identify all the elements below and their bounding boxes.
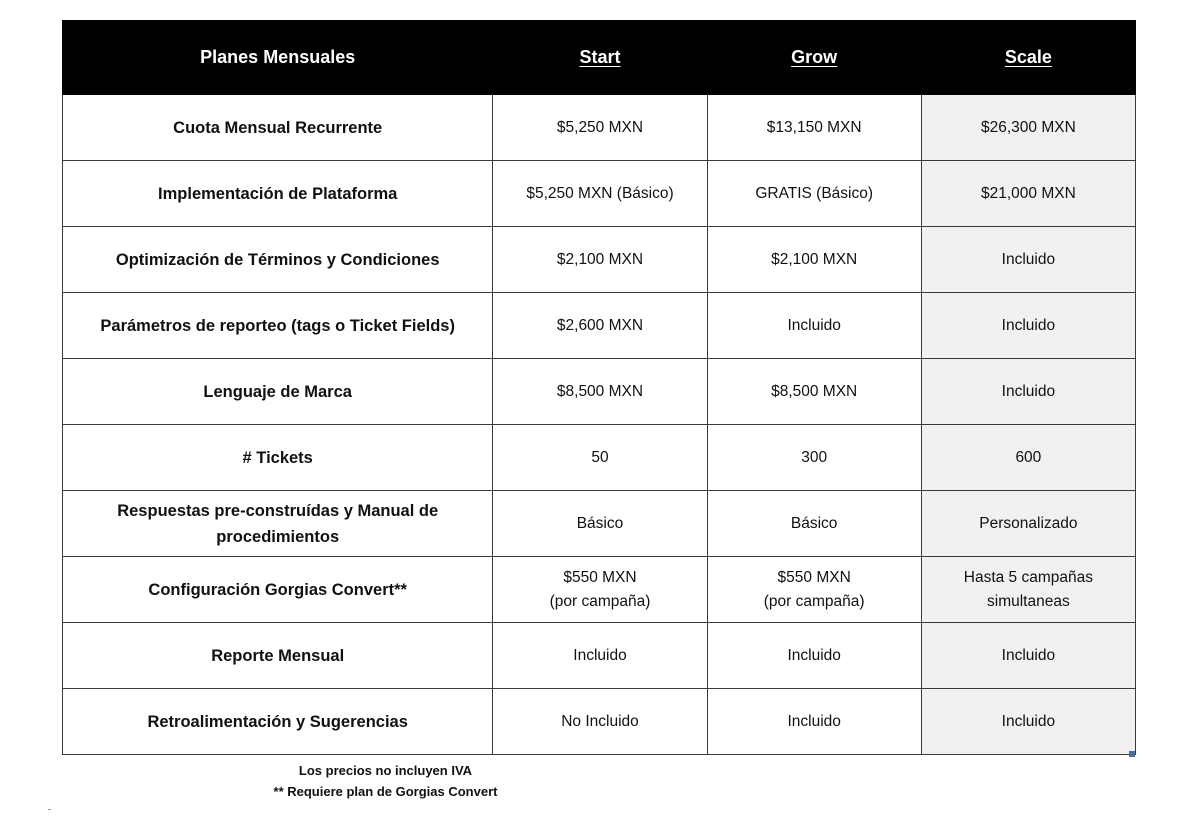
scale-cell-text: $26,300 MXN [980,118,1076,136]
scale-cell [921,227,1135,293]
footnote-iva: Los precios no incluyen IVA [298,763,473,778]
grow-cell-text: $13,150 MXN [766,118,862,136]
scan-artifact [48,809,51,810]
grow-cell-text: (por campaña) [763,592,865,610]
feature-cell [63,227,493,293]
table-row [63,689,1136,755]
grow-cell [707,491,921,557]
header-row [63,21,1136,95]
grow-cell [707,293,921,359]
table-body [63,95,1136,755]
feature-cell [63,557,493,623]
feature-cell [63,359,493,425]
feature-column-title: Planes Mensuales [200,47,356,67]
grow-cell [707,557,921,623]
plan-name-start: Start [579,47,621,67]
feature-cell-text: procedimientos [216,527,340,546]
plan-name-grow: Grow [791,47,838,67]
scale-cell [921,293,1135,359]
start-cell-text: Incluido [573,646,627,664]
scale-cell-text: Personalizado [979,514,1078,532]
grow-cell-text: Básico [790,514,838,532]
grow-cell-text: $8,500 MXN [771,382,858,400]
feature-cell-text: Respuestas pre-construídas y Manual de [117,501,439,520]
start-cell-text: $550 MXN [563,568,637,586]
grow-cell-text: Incluido [787,712,841,730]
start-cell [493,491,707,557]
plan-header-grow [707,21,921,95]
start-cell-text: $5,250 MXN (Básico) [526,184,674,202]
feature-cell [63,491,493,557]
table-row [63,95,1136,161]
feature-cell-text: Reporte Mensual [211,646,345,665]
table-row [63,491,1136,557]
start-cell-text: No Incluido [561,712,639,730]
start-cell [493,623,707,689]
scale-cell-text: simultaneas [987,592,1070,610]
scale-cell [921,491,1135,557]
feature-cell-text: Lenguaje de Marca [203,382,352,401]
start-cell [493,425,707,491]
start-cell [493,689,707,755]
feature-cell [63,623,493,689]
table-row [63,623,1136,689]
scale-cell [921,359,1135,425]
scale-cell [921,689,1135,755]
table-row [63,557,1136,623]
table-row [63,161,1136,227]
start-cell-text: $5,250 MXN [556,118,644,136]
scale-cell-text: Incluido [1001,316,1056,334]
grow-cell [707,425,921,491]
selection-handle [1129,751,1135,757]
grow-cell-text: 300 [801,448,828,466]
feature-cell-text: Retroalimentación y Sugerencias [147,712,408,731]
start-cell [493,95,707,161]
start-cell-text: $2,600 MXN [556,316,644,334]
grow-cell [707,95,921,161]
start-cell [493,227,707,293]
scale-cell-text: 600 [1015,448,1042,466]
grow-cell-text: Incluido [787,316,841,334]
plan-header-start [493,21,707,95]
table-row [63,359,1136,425]
scale-cell [921,425,1135,491]
grow-cell-text: Incluido [787,646,841,664]
grow-cell-text: $2,100 MXN [771,250,858,268]
grow-cell [707,227,921,293]
start-cell-text: 50 [591,448,609,466]
start-cell [493,161,707,227]
scale-cell-text: Hasta 5 campañas [963,568,1093,586]
grow-cell [707,359,921,425]
feature-cell [63,293,493,359]
scale-cell [921,623,1135,689]
table-row [63,227,1136,293]
start-cell-text: (por campaña) [549,592,651,610]
feature-cell [63,689,493,755]
scale-cell [921,557,1135,623]
footnotes [258,760,513,802]
table-row [63,293,1136,359]
footnote-gorgias-convert: ** Requiere plan de Gorgias Convert [273,784,498,799]
grow-cell [707,623,921,689]
grow-cell [707,161,921,227]
plan-header-scale [921,21,1135,95]
start-cell-text: $8,500 MXN [556,382,644,400]
scale-cell-text: Incluido [1001,646,1056,664]
scale-cell-text: Incluido [1001,382,1056,400]
plan-name-scale: Scale [1004,47,1052,67]
grow-cell-text: GRATIS (Básico) [755,184,874,202]
grow-cell-text: $550 MXN [777,568,851,586]
scale-cell-text: Incluido [1001,712,1056,730]
start-cell-text: $2,100 MXN [556,250,644,268]
scale-cell-text: Incluido [1001,250,1056,268]
start-cell [493,359,707,425]
feature-cell [63,95,493,161]
feature-cell-text: # Tickets [242,448,313,467]
start-cell [493,293,707,359]
start-cell-text: Básico [576,514,624,532]
scale-cell-text: $21,000 MXN [980,184,1076,202]
feature-cell-text: Optimización de Términos y Condiciones [115,250,440,269]
scale-cell [921,95,1135,161]
feature-cell [63,161,493,227]
grow-cell [707,689,921,755]
feature-cell [63,425,493,491]
feature-column-header [63,21,493,95]
pricing-table [62,20,1136,755]
feature-cell-text: Implementación de Plataforma [158,184,398,203]
feature-cell-text: Configuración Gorgias Convert** [148,580,407,599]
feature-cell-text: Cuota Mensual Recurrente [173,118,383,137]
start-cell [493,557,707,623]
scale-cell [921,161,1135,227]
feature-cell-text: Parámetros de reporteo (tags o Ticket Fields) [100,316,455,335]
table-row [63,425,1136,491]
